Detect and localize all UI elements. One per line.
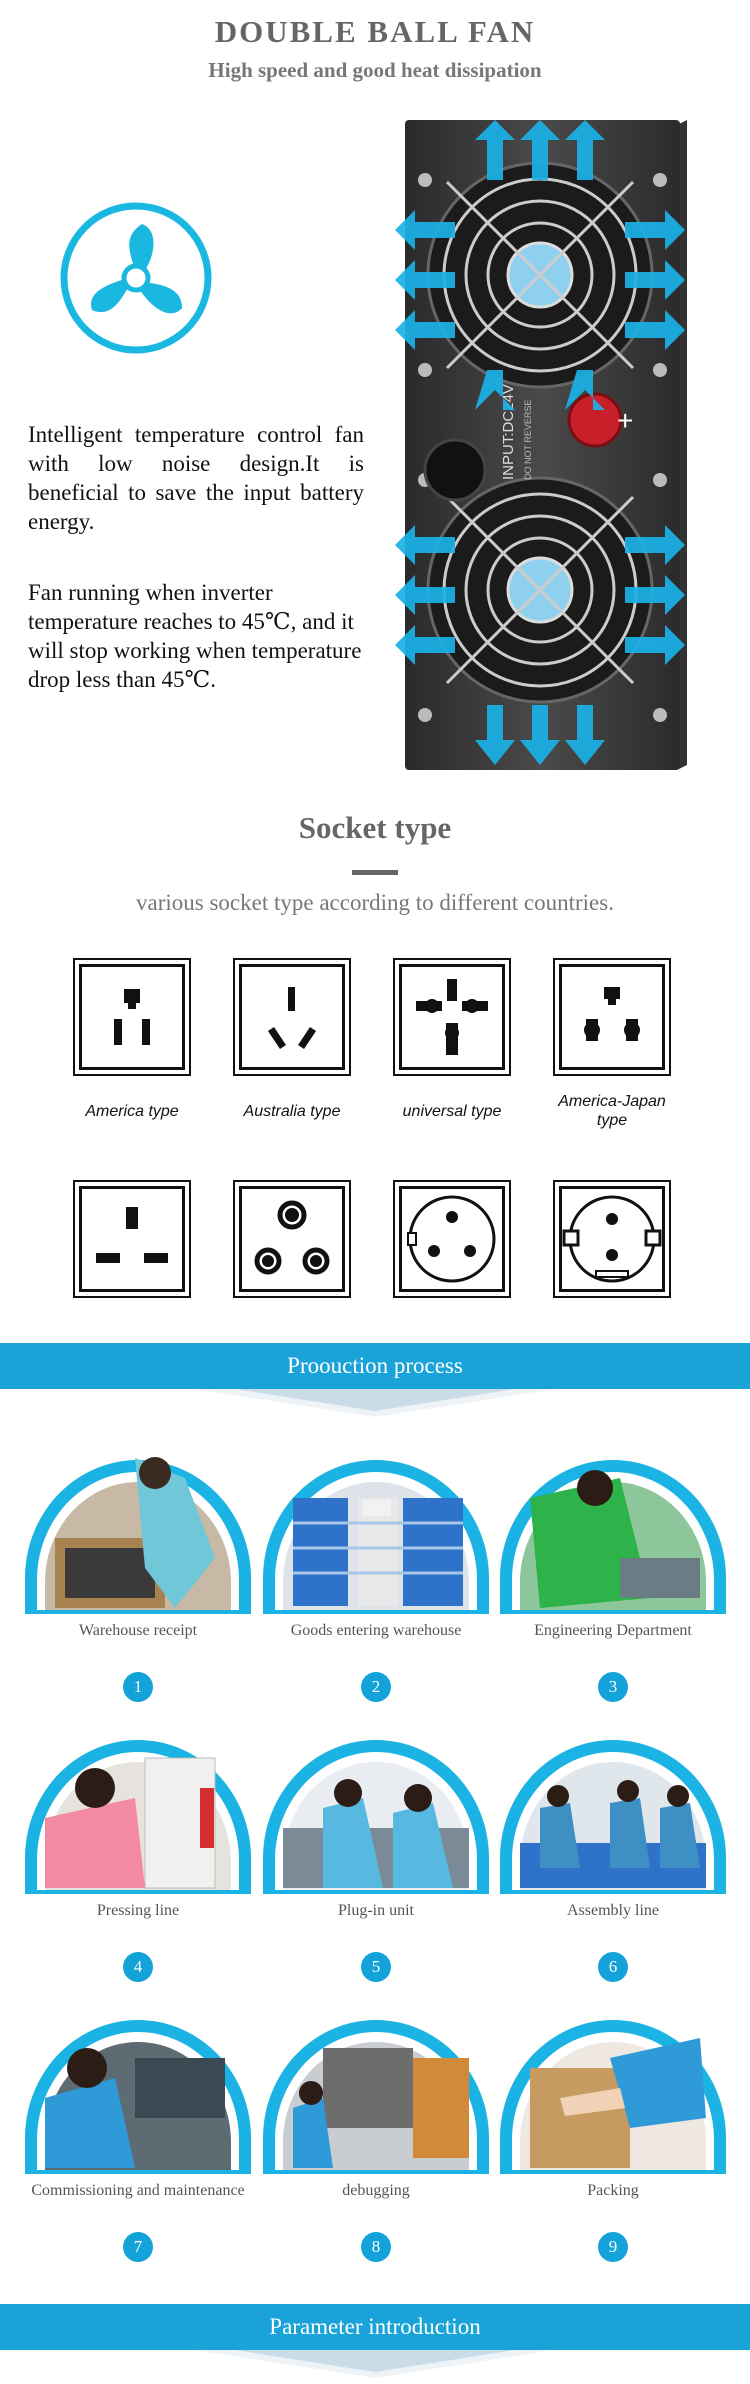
us-jp-socket-icon	[553, 958, 671, 1076]
socket-label-america-japan: America-Japan type	[558, 1093, 666, 1129]
socket-description: various socket type according to different countries.	[136, 890, 614, 915]
svg-text:INPUT:DC24V: INPUT:DC24V	[500, 384, 517, 480]
step-4-label: Pressing line	[96, 1902, 180, 1919]
packing-photo	[500, 1998, 726, 2174]
step-8-label: debugging	[342, 2182, 410, 2199]
production-process-banner	[0, 1343, 750, 1389]
step-5-badge: 5	[361, 1952, 391, 1982]
fan-description-2: Fan running when inverter temperature reaches to 45℃, and it will stop working when temperature drop less than 45℃.	[28, 580, 362, 692]
fan-subtitle: High speed and good heat dissipation	[208, 58, 542, 82]
parameter-introduction-title: Parameter introduction	[269, 2314, 481, 2339]
fan-title: DOUBLE BALL FAN	[214, 14, 536, 49]
step-8-badge: 8	[361, 2232, 391, 2262]
warehouse-receipt-photo	[25, 1438, 251, 1614]
step-2-badge: 2	[361, 1672, 391, 1702]
step-9-badge: 9	[598, 2232, 628, 2262]
schuko-clip-socket-icon	[553, 1180, 671, 1298]
engineering-department-photo	[500, 1438, 726, 1614]
fan-2-graphic	[428, 478, 652, 702]
fan-description-1: Intelligent temperature control fan with low noise design.It is beneficial to save the input battery energy.	[28, 422, 364, 534]
banner-arrow	[195, 1389, 555, 1419]
round-3pin-socket-icon	[233, 1180, 351, 1298]
step-1-badge: 1	[123, 1672, 153, 1702]
step-3-label: Engineering Department	[534, 1622, 692, 1639]
parameter-introduction-banner	[0, 2304, 750, 2350]
svg-text:DO NOT REVERSE: DO NOT REVERSE	[523, 399, 533, 480]
socket-label-australia: Australia type	[243, 1103, 341, 1120]
inverter-product-image	[395, 120, 695, 770]
fan-section	[0, 0, 750, 770]
step-6-label: Assembly line	[567, 1902, 659, 1919]
commissioning-maintenance-photo	[25, 1998, 251, 2174]
fan-1-graphic	[428, 163, 652, 387]
step-7-label: Commissioning and maintenance	[31, 2182, 245, 2199]
step-7-badge: 7	[123, 2232, 153, 2262]
us-socket-icon	[73, 958, 191, 1076]
production-process-title: Proouction process	[287, 1353, 463, 1378]
au-socket-icon	[233, 958, 351, 1076]
step-4-badge: 4	[123, 1952, 153, 1982]
uk-socket-icon	[73, 1180, 191, 1298]
plug-in-unit-photo	[263, 1718, 489, 1894]
socket-label-universal: universal type	[402, 1103, 502, 1120]
socket-label-america: America type	[85, 1103, 179, 1120]
goods-entering-warehouse-photo	[263, 1438, 489, 1614]
assembly-line-photo	[500, 1718, 726, 1894]
step-2-label: Goods entering warehouse	[290, 1622, 462, 1639]
step-3-badge: 3	[598, 1672, 628, 1702]
step-6-badge: 6	[598, 1952, 628, 1982]
svg-text:+: +	[617, 405, 634, 436]
socket-title: Socket type	[298, 810, 452, 845]
title-divider	[352, 870, 398, 875]
schuko-socket-icon	[393, 1180, 511, 1298]
step-5-label: Plug-in unit	[337, 1902, 414, 1919]
parameter-banner-arrow	[195, 2350, 555, 2380]
universal-socket-icon	[393, 958, 511, 1076]
fan-icon	[58, 200, 214, 356]
step-1-label: Warehouse receipt	[78, 1622, 198, 1639]
step-9-label: Packing	[587, 2182, 639, 2199]
debugging-photo	[263, 1998, 489, 2174]
pressing-line-photo	[25, 1718, 251, 1894]
